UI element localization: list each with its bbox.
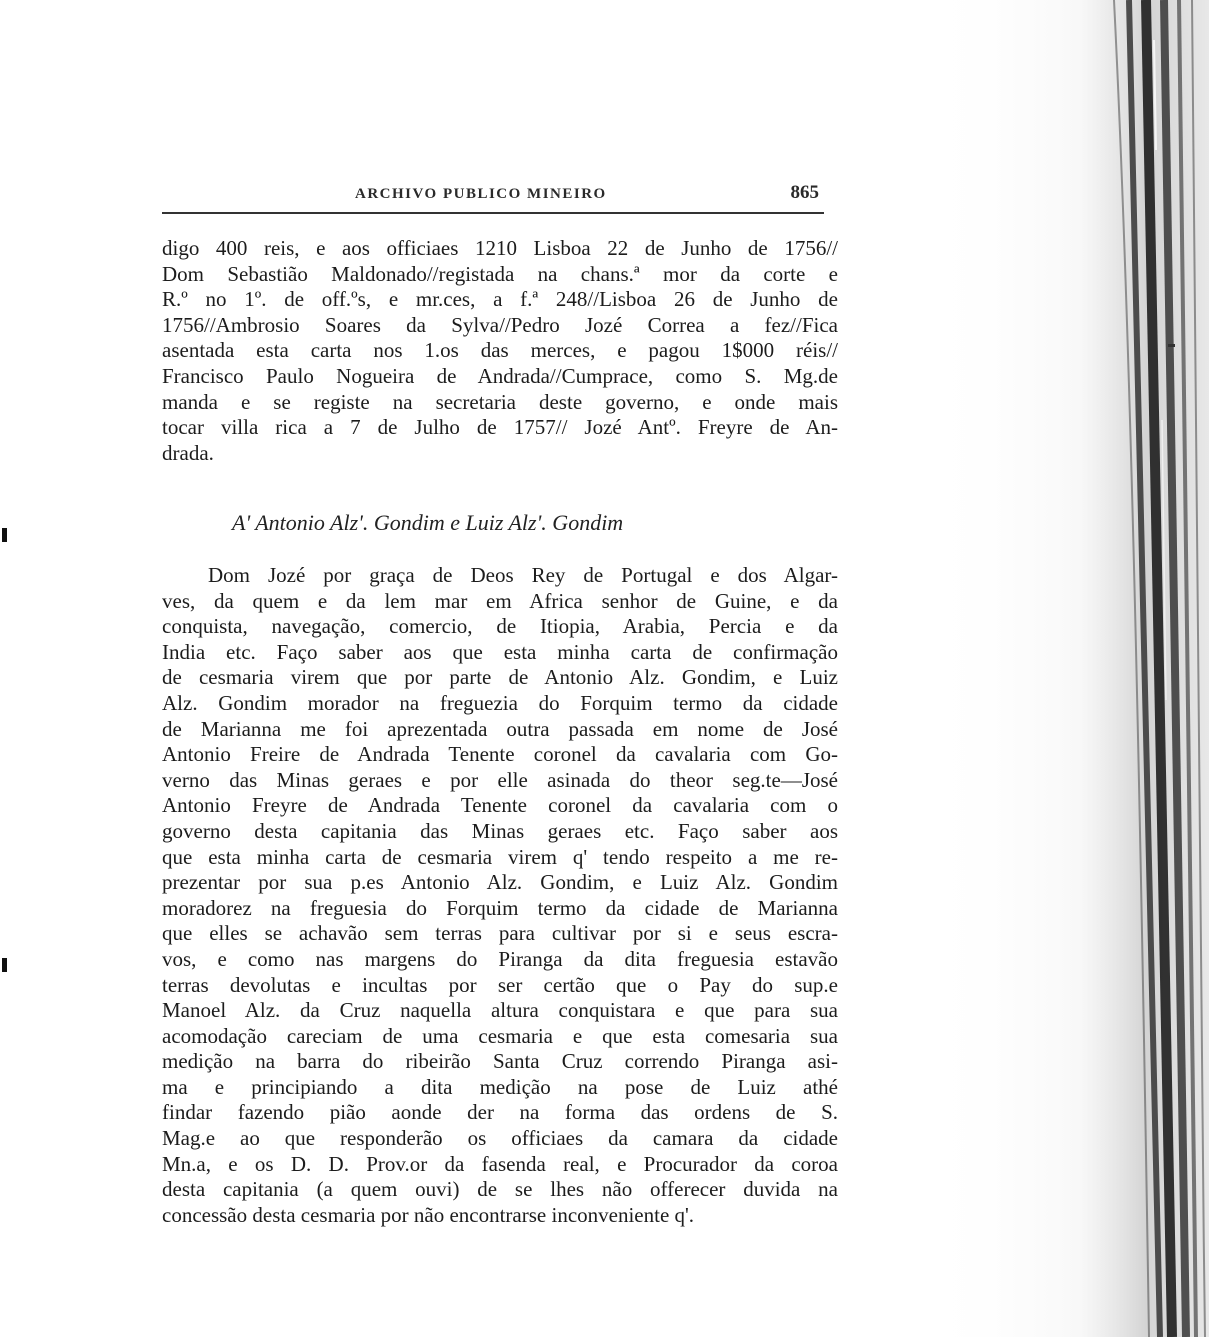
text-line: Alz. Gondim morador na freguezia do Forquim termo da cidade bbox=[162, 690, 838, 715]
text-line: tocar villa rica a 7 de Julho de 1757// Jozé Antº. Freyre de An- bbox=[162, 415, 838, 440]
text-line: Dom Sebastião Maldonado//registada na chans.ª mor da corte e bbox=[162, 261, 838, 286]
text-line: Antonio Freire de Andrada Tenente coronel da cavalaria com Go- bbox=[162, 742, 838, 767]
text-line: terras devolutas e incultas por ser certão que o Pay do sup.e bbox=[162, 972, 838, 997]
text-line: ma e principiando a dita medição na pose de Luiz athé bbox=[162, 1074, 838, 1099]
text-line: governo desta capitania das Minas geraes etc. Faço saber aos bbox=[162, 818, 838, 843]
text-line: ves, da quem e da lem mar em Africa senhor de Guine, e da bbox=[162, 588, 838, 613]
text-line: vos, e como nas margens do Piranga da dita freguesia estavão bbox=[162, 946, 838, 971]
page-number: 865 bbox=[790, 182, 819, 203]
paragraph-continuation bbox=[162, 236, 838, 466]
text-line: Dom Jozé por graça de Deos Rey de Portugal e dos Algar- bbox=[208, 563, 838, 587]
text-line: R.º no 1º. de off.ºs, e mr.ces, a f.ª 248//Lisboa 26 de Junho de bbox=[162, 287, 838, 312]
text-line: manda e se registe na secretaria deste governo, e onde mais bbox=[162, 389, 838, 414]
text-line: medição na barra do ribeirão Santa Cruz correndo Piranga asi- bbox=[162, 1049, 838, 1074]
text-line: de cesmaria virem que por parte de Antonio Alz. Gondim, e Luiz bbox=[162, 665, 838, 690]
running-title: ARCHIVO PUBLICO MINEIRO bbox=[355, 186, 607, 202]
text-line: drada. bbox=[162, 440, 214, 465]
text-line: Mn.a, e os D. D. Prov.or da fasenda real, e Procurador da coroa bbox=[162, 1151, 838, 1176]
text-line: de Marianna me foi aprezentada outra passada em nome de José bbox=[162, 716, 838, 741]
text-line: Mag.e ao que responderão os officiaes da camara da cidade bbox=[162, 1126, 838, 1151]
text-line: Francisco Paulo Nogueira de Andrada//Cumprace, como S. Mg.de bbox=[162, 363, 838, 388]
text-line: desta capitania (a quem ouvi) de se lhes não offerecer duvida na bbox=[162, 1177, 838, 1202]
text-line: que elles se achavão sem terras para cultivar por si e seus escra- bbox=[162, 921, 838, 946]
text-line: Antonio Freyre de Andrada Tenente coronel da cavalaria com o bbox=[162, 793, 838, 818]
text-line: concessão desta cesmaria por não encontrarse inconveniente q'. bbox=[162, 1202, 695, 1227]
text-line: verno das Minas geraes e por elle asinada do theor seg.te—José bbox=[162, 767, 838, 792]
text-line: asentada esta carta nos 1.os das merces, e pagou 1$000 réis// bbox=[162, 338, 838, 363]
text-line: 1756//Ambrosio Soares da Sylva//Pedro Jozé Correa a fez//Fica bbox=[162, 312, 838, 337]
section-heading: A' Antonio Alz'. Gondim e Luiz Alz'. Gondim bbox=[232, 510, 624, 535]
header-rule bbox=[162, 212, 824, 214]
text-line: prezentar por sua p.es Antonio Alz. Gondim, e Luiz Alz. Gondim bbox=[162, 870, 838, 895]
paragraph-main bbox=[162, 563, 838, 1228]
text-line: acomodação careciam de uma cesmaria e que esta comesaria sua bbox=[162, 1023, 838, 1048]
text-line: Manoel Alz. da Cruz naquella altura conquistara e que para sua bbox=[162, 998, 838, 1023]
running-head bbox=[165, 182, 825, 212]
text-line: digo 400 reis, e aos officiaes 1210 Lisboa 22 de Junho de 1756// bbox=[162, 236, 838, 260]
text-line: conquista, navegação, comercio, de Itiopia, Arabia, Percia e da bbox=[162, 614, 838, 639]
text-line: India etc. Faço saber aos que esta minha carta de confirmação bbox=[162, 639, 838, 664]
text-line: findar fazendo pião aonde der na forma das ordens de S. bbox=[162, 1100, 838, 1125]
text-line: que esta minha carta de cesmaria virem q' tendo respeito a me re- bbox=[162, 844, 838, 869]
text-line: moradorez na freguesia do Forquim termo da cidade de Marianna bbox=[162, 895, 838, 920]
